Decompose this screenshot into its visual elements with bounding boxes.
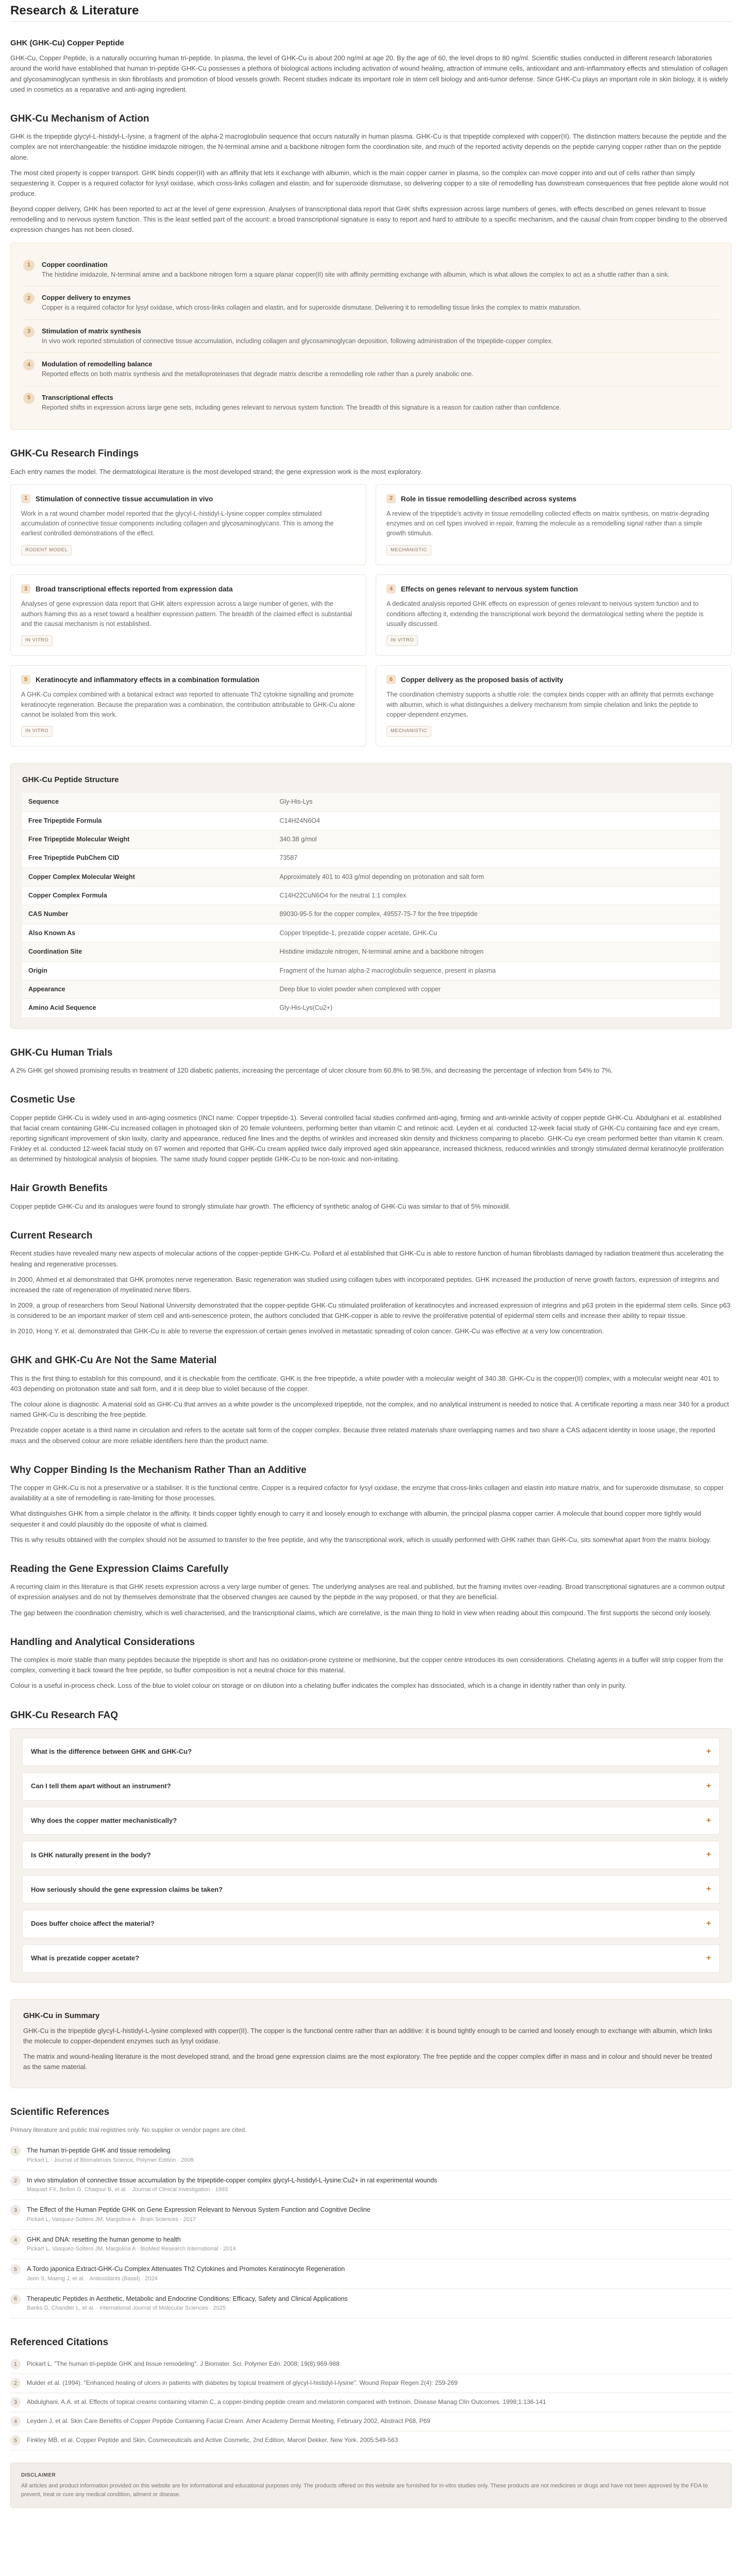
reference-number: 5	[10, 2264, 21, 2275]
handling-title: Handling and Analytical Considerations	[10, 1636, 195, 1648]
summary-paragraph: The matrix and wound-healing literature is the most developed strand, and the broad gene expression claims are the most exploratory. The free peptide and the copper complex differ in mass and in colour and should never be treated as the same material.	[23, 2053, 712, 2071]
finding-card	[10, 574, 366, 656]
citation-item	[10, 2412, 732, 2431]
finding-number-icon: 6	[386, 675, 396, 684]
structure-table	[22, 793, 720, 1018]
faq-question-text: Does buffer choice affect the material?	[31, 1920, 155, 1928]
citation-text: Leyden J. et al. Skin Care Benefits of Copper Peptide Containing Facial Cream. Amer Academy Dermat Meeting, February 2002, Abstract P68, P69	[27, 2417, 431, 2425]
mechanism-section	[10, 111, 732, 430]
reference-meta: Pickart L, Vasquez-Soltero JM, Margolina A · Brain Sciences · 2017	[27, 2216, 196, 2223]
finding-number-icon: 2	[386, 494, 396, 503]
finding-text: Work in a rat wound chamber model reported that the glycyl-L-histidyl-L-lysine:copper complex stimulated accumulation of connective tissue components including collagen and glycosaminoglycans. This is among the earliest controlled demonstrations of the effect.	[21, 510, 334, 537]
not-same-paragraph: Prezatide copper acetate is a third name in circulation and refers to the acetate salt form of the copper complex. Because three related materials share overlapping names and two share a CAS adjacent identity in loose usage, the reported mass and the observed colour are more reliable identifiers here than the product name.	[10, 1426, 715, 1445]
reference-title: Therapeutic Peptides in Aesthetic, Metabolic and Endocrine Conditions: Efficacy, Safety and Clinical Applications	[27, 2295, 348, 2302]
mechanism-item-text: Reported effects on both matrix synthesis and the metalloproteinases that degrade matrix describe a remodelling role rather than a purely anabolic one.	[42, 370, 474, 378]
reading-title: Reading the Gene Expression Claims Carefully	[10, 1563, 229, 1574]
mechanism-item	[23, 253, 719, 287]
spec-key: Amino Acid Sequence	[22, 999, 273, 1018]
binding-title: Why Copper Binding Is the Mechanism Rather Than an Additive	[10, 1464, 307, 1476]
plus-icon: +	[706, 1816, 711, 1825]
table-row	[22, 999, 720, 1018]
spec-value: C14H22CuN6O4 for the neutral 1:1 complex	[273, 887, 720, 905]
citation-item	[10, 2431, 732, 2450]
faq-question[interactable]	[22, 1807, 720, 1835]
table-row	[22, 980, 720, 998]
spec-value: 73587	[273, 849, 720, 868]
references-intro: Primary literature and public trial registries only. No supplier or vendor pages are cited.	[10, 2126, 247, 2133]
intro-section	[10, 37, 732, 95]
spec-key: Copper Complex Formula	[22, 887, 273, 905]
model-tag: IN VITRO	[21, 635, 53, 646]
finding-text: A review of the tripeptide's activity in tissue remodelling collected effects on matrix synthesis, on matrix-degrading enzymes and on cell types involved in repair, framing the molecule as a remodelling signal rather than a simple growth stimulus.	[386, 510, 710, 537]
spec-value: Histidine imidazole nitrogen, N-terminal amine and a backbone nitrogen	[273, 943, 720, 961]
spec-key: Origin	[22, 961, 273, 980]
table-row	[22, 868, 720, 886]
intro-text: GHK-Cu, Copper Peptide, is a naturally occurring human tri-peptide. In plasma, the level of GHK-Cu is about 200 ng/ml at age 20. By the age of 60, the level drops to 80 ng/ml. Scientific studies conducted in different research laboratories around the world have established that human tri-peptide GHK-Cu possesses a plethora of biological actions including activation of wound healing, attraction of immune cells, antioxidant and anti-inflammatory effects and stimulation of collagen and glycosaminoglycan synthesis in skin fibroblasts and promotion of blood vessels growth. Recent studies indicate its important role in stem cell biology and anti-tumor defense. Since GHK-Cu plays an important role in skin biology, it is widely used in cosmetics as a reparative and anti-aging ingredient.	[10, 54, 728, 93]
table-row	[22, 849, 720, 868]
spec-value: Approximately 401 to 403 g/mol depending on protonation and salt form	[273, 868, 720, 886]
reference-number: 1	[10, 2146, 21, 2156]
citation-item	[10, 2355, 732, 2374]
trials-title: GHK-Cu Human Trials	[10, 1047, 113, 1058]
handling-paragraph: The complex is more stable than many peptides because the tripeptide is short and has no oxidation-prone cysteine or methionine, but the copper centre introduces its own considerations. Chelating agents in a buffer will strip copper from the complex, converting it back toward the free peptide, so buffer composition is not a neutral choice for this material.	[10, 1656, 723, 1674]
mechanism-item-title: Transcriptional effects	[42, 393, 113, 401]
spec-value: C14H24N6O4	[273, 811, 720, 830]
step-number-badge: 2	[23, 293, 35, 304]
citation-text: Pickart L. "The human tri-peptide GHK and tissue remodeling". J Biomater. Sci. Polymer Edn. 2008; 19(8):969-988	[27, 2360, 340, 2368]
current-research-paragraph: In 2010, Hong Y. et al. demonstrated that GHK-Cu is able to reverse the expression of certain genes involved in metastatic spreading of colon cancer. GHK-Cu was effective at a very low concentration.	[10, 1327, 604, 1335]
reference-title: The human tri-peptide GHK and tissue remodeling	[27, 2147, 171, 2155]
findings-grid	[10, 484, 732, 747]
reference-number: 3	[10, 2205, 21, 2215]
finding-card	[376, 484, 732, 566]
binding-section	[10, 1463, 732, 1545]
finding-title: Stimulation of connective tissue accumulation in vivo	[36, 495, 213, 503]
mechanism-item-title: Copper delivery to enzymes	[42, 294, 131, 302]
table-row	[22, 905, 720, 924]
plus-icon: +	[706, 1850, 711, 1859]
finding-card	[10, 665, 366, 747]
spec-key: Appearance	[22, 980, 273, 998]
spec-key: Free Tripeptide PubChem CID	[22, 849, 273, 868]
spec-value: Fragment of the human alpha-2 macroglobulin sequence, present in plasma	[273, 961, 720, 980]
mechanism-item-title: Stimulation of matrix synthesis	[42, 327, 141, 335]
reading-paragraph: A recurring claim in this literature is that GHK resets expression across a very large number of genes. The underlying analyses are real and published, but the framing invites over-reading. Broad transcriptional signatures are a common output of expression analyses and do not by themselves demonstrate that the observed changes are caused by the peptide in the way proposed, or that they are beneficial.	[10, 1583, 725, 1601]
faq-question-text: What is the difference between GHK and GHK-Cu?	[31, 1748, 192, 1756]
current-research-paragraph: In 2009, a group of researchers from Seoul National University demonstrated that the copper-peptide GHK-Cu stimulated proliferation of keratinocytes and increased expression of integrins and p63 protein in the epidermal stem cells. Since p63 is considered to be an important marker of stem cell and anti-senescence protein, the authors concluded that GHK-copper is able to revive the proliferative potential of epidermal stem cells and increase their ability to repair tissue.	[10, 1301, 731, 1320]
spec-key: Sequence	[22, 793, 273, 811]
trials-text: A 2% GHK gel showed promising results in treatment of 120 diabetic patients, increasing the percentage of ulcer closure from 60.8% to 98.5%, and decreasing the percentage of infection from 54% to 7%.	[10, 1066, 613, 1075]
reference-meta: Pickart L · Journal of Biomaterials Science, Polymer Edition · 2008	[27, 2157, 194, 2163]
mechanism-item	[23, 286, 719, 320]
spec-value: Gly-His-Lys	[273, 793, 720, 811]
finding-card	[376, 665, 732, 747]
intro-title: GHK (GHK-Cu) Copper Peptide	[10, 39, 124, 47]
cosmetic-title: Cosmetic Use	[10, 1094, 75, 1106]
table-row	[22, 887, 720, 905]
citation-number: 3	[10, 2397, 21, 2408]
summary-title: GHK-Cu in Summary	[23, 2011, 100, 2020]
trials-section	[10, 1045, 732, 1076]
plus-icon: +	[706, 1781, 711, 1790]
faq-question-text: What is prezatide copper acetate?	[31, 1954, 140, 1962]
table-row	[22, 961, 720, 980]
mechanism-item-text: Copper is a required cofactor for lysyl oxidase, which cross-links collagen and elastin, and for superoxide dismutase. Delivering it to remodelling tissue links the complex to matrix maturation.	[42, 304, 582, 312]
finding-title: Role in tissue remodelling described across systems	[401, 495, 577, 503]
faq-section	[10, 1708, 732, 1982]
page-header	[10, 0, 732, 22]
step-number-badge: 1	[23, 260, 35, 271]
finding-number-icon: 1	[21, 494, 30, 503]
reference-number: 6	[10, 2294, 21, 2304]
finding-number-icon: 4	[386, 584, 396, 594]
step-number-badge: 4	[23, 359, 35, 370]
citation-number: 4	[10, 2416, 21, 2427]
not-same-paragraph: The colour alone is diagnostic. A material sold as GHK-Cu that arrives as a white powder is the uncomplexed tripeptide, not the complex, and no analytical instrument is needed to notice that. A certificate reporting a mass near 340 for a product named GHK-Cu is describing the free peptide.	[10, 1400, 729, 1419]
finding-text: A dedicated analysis reported GHK effects on expression of genes relevant to nervous system function and to conditions affecting it, extending the transcriptional work beyond the dermatological setting where the peptide is usually discussed.	[386, 600, 704, 628]
reference-item[interactable]	[10, 2230, 732, 2259]
finding-title: Effects on genes relevant to nervous system function	[401, 585, 578, 594]
citation-text: Mulder et al. (1994). "Enhanced healing of ulcers in patients with diabetes by topical treatment of glycyl-l-histidyl-l-lysine". Wound Repair Regen 2(4): 259-269	[27, 2379, 458, 2387]
spec-key: CAS Number	[22, 905, 273, 924]
reference-number: 2	[10, 2176, 21, 2186]
faq-list	[10, 1728, 732, 1982]
finding-card	[10, 484, 366, 566]
reference-meta: Banks D, Chandler L, et al. · International Journal of Molecular Sciences · 2025	[27, 2304, 226, 2311]
handling-section	[10, 1635, 732, 1691]
faq-question-text: Why does the copper matter mechanistically?	[31, 1816, 177, 1824]
faq-question-text: Can I tell them apart without an instrument?	[31, 1782, 171, 1790]
reference-title: In vivo stimulation of connective tissue accumulation by the tripeptide-copper complex glycyl-L-histidyl-L-lysine:Cu2+ in rat experimental wounds	[27, 2176, 437, 2184]
binding-paragraph: What distinguishes GHK from a simple chelator is the affinity. It binds copper tightly enough to carry it and loosely enough to exchange with albumin, the principal plasma copper carrier. A molecule that bound copper more tightly would sequester it and could plausibly do the opposite of what is claimed.	[10, 1510, 701, 1528]
citations-title: Referenced Citations	[10, 2336, 109, 2348]
reference-item[interactable]	[10, 2141, 732, 2170]
summary-paragraph: GHK-Cu is the tripeptide glycyl-L-histidyl-L-lysine complexed with copper(II). The copper is the functional centre rather than an additive: it is bound tightly enough to be carried and loosely enough to exchange with albumin, which links the molecule to copper-dependent enzymes such as lysyl oxidase.	[23, 2026, 713, 2045]
current-research-section	[10, 1228, 732, 1336]
reference-title: The Effect of the Human Peptide GHK on Gene Expression Relevant to Nervous System Function and Cognitive Decline	[27, 2206, 370, 2214]
reference-item[interactable]	[10, 2200, 732, 2229]
reference-title: A Tordo japonica Extract-GHK-Cu Complex Attenuates Th2 Cytokines and Promotes Keratinocyte Regeneration	[27, 2265, 345, 2273]
mechanism-item-title: Modulation of remodelling balance	[42, 360, 153, 368]
citation-number: 5	[10, 2435, 21, 2446]
citations-section	[10, 2335, 732, 2508]
mechanism-item-title: Copper coordination	[42, 260, 108, 268]
spec-value: 340.38 g/mol	[273, 830, 720, 849]
plus-icon: +	[706, 1919, 711, 1928]
mechanism-paragraph: GHK is the tripeptide glycyl-L-histidyl-L-lysine, a fragment of the alpha-2 macroglobulin sequence that occurs naturally in human plasma. GHK-Cu is that tripeptide complexed with copper(II). The distinction matters because the peptide and the complex are not interchangeable: the histidine imidazole nitrogen, the N-terminal amine and a backbone nitrogen form the coordination site, and much of the reported activity depends on the peptide carrying copper rather than on the peptide alone.	[10, 132, 727, 161]
spec-value: 89030-95-5 for the copper complex, 49557-75-7 for the free tripeptide	[273, 905, 720, 924]
citation-number: 2	[10, 2378, 21, 2388]
finding-card	[376, 574, 732, 656]
model-tag: IN VITRO	[21, 726, 53, 737]
references-title: Scientific References	[10, 2107, 110, 2118]
current-research-paragraph: Recent studies have revealed many new aspects of molecular actions of the copper-peptide GHK-Cu. Pollard et al established that GHK-Cu is able to restore function of human fibroblasts damaged by radiation treatment thus accelerating the healing and regenerative processes.	[10, 1249, 724, 1268]
step-number-badge: 3	[23, 326, 35, 337]
model-tag: MECHANISTIC	[386, 726, 431, 737]
faq-question[interactable]	[22, 1910, 720, 1938]
table-row	[22, 811, 720, 830]
not-same-title: GHK and GHK-Cu Are Not the Same Material	[10, 1355, 217, 1366]
spec-key: Free Tripeptide Formula	[22, 811, 273, 830]
mechanism-item-text: In vivo work reported stimulation of connective tissue accumulation, including collagen and glycosaminoglycan deposition, following administration of the tripeptide-copper complex.	[42, 337, 553, 345]
reference-item[interactable]	[10, 2171, 732, 2200]
hair-section	[10, 1181, 732, 1212]
finding-number-icon: 3	[21, 584, 30, 594]
citation-item	[10, 2393, 732, 2412]
hair-title: Hair Growth Benefits	[10, 1183, 108, 1194]
summary-section	[10, 1999, 732, 2089]
findings-section	[10, 446, 732, 747]
reference-meta: Pickart L, Vasquez-Soltero JM, Margolina A · BioMed Research International · 2014	[27, 2246, 236, 2252]
not-same-section	[10, 1353, 732, 1446]
hair-text: Copper peptide GHK-Cu and its analogues were found to strongly stimulate hair growth. The efficiency of synthetic analog of GHK-Cu was similar to that of 5% minoxidil.	[10, 1202, 511, 1210]
mechanism-item	[23, 353, 719, 386]
faq-question-text: Is GHK naturally present in the body?	[31, 1851, 151, 1859]
reference-number: 4	[10, 2235, 21, 2245]
mechanism-item	[23, 320, 719, 353]
disclaimer-text: All articles and product information provided on this website are for informational and educational purposes only. The products offered on this website are furnished for in-vitro studies only. These products are not medicines or drugs and have not been approved by the FDA to prevent, treat or cure any medical condition, ailment or disease.	[21, 2482, 708, 2498]
citation-number: 1	[10, 2359, 21, 2369]
finding-text: Analyses of gene expression data report that GHK alters expression across a large number of genes, with the authors framing this as a reset toward a healthier expression pattern. The breadth of the claimed effect is substantial and the causal mechanism is not established.	[21, 600, 352, 628]
reference-item[interactable]	[10, 2289, 732, 2318]
spec-key: Copper Complex Molecular Weight	[22, 868, 273, 886]
faq-title: GHK-Cu Research FAQ	[10, 1709, 119, 1721]
spec-key: Also Known As	[22, 924, 273, 942]
plus-icon: +	[706, 1953, 711, 1962]
binding-paragraph: This is why results obtained with the complex should not be assumed to transfer to the free peptide, and why the transcriptional work, which is usually performed with GHK rather than GHK-Cu, sits somewhat apart from the matrix biology.	[10, 1535, 712, 1544]
spec-value: Deep blue to violet powder when complexed with copper	[273, 980, 720, 998]
reference-meta: Jeon S, Maeng J, et al. · Antioxidants (Basel) · 2024	[27, 2275, 158, 2282]
citation-text: Finkley MB, et al. Copper Peptide and Skin. Cosmeceuticals and Active Cosmetic, 2nd Edition, Marcel Dekker, New York. 2005:549-563	[27, 2436, 398, 2444]
mechanism-item-text: The histidine imidazole, N-terminal amine and a backbone nitrogen form a square planar copper(II) site with affinity permitting exchange with albumin, which is what allows the complex to act as a shuttle rather than a sink.	[42, 270, 670, 278]
table-row	[22, 924, 720, 942]
model-tag: MECHANISTIC	[386, 545, 431, 556]
findings-title: GHK-Cu Research Findings	[10, 448, 139, 460]
disclaimer-box	[10, 2463, 732, 2508]
model-tag: RODENT MODEL	[21, 545, 72, 556]
spec-key: Free Tripeptide Molecular Weight	[22, 830, 273, 849]
table-row	[22, 943, 720, 961]
spec-key: Coordination Site	[22, 943, 273, 961]
finding-number-icon: 5	[21, 675, 30, 684]
reference-item[interactable]	[10, 2259, 732, 2289]
plus-icon: +	[706, 1747, 711, 1756]
reading-paragraph: The gap between the coordination chemistry, which is well characterised, and the transcriptional claims, which are correlative, is the main thing to hold in view when reading about this compound. The first supports the second only loosely.	[10, 1608, 712, 1617]
references-section	[10, 2105, 732, 2318]
finding-title: Broad transcriptional effects reported from expression data	[36, 585, 233, 594]
structure-title: GHK-Cu Peptide Structure	[22, 775, 119, 784]
findings-intro: Each entry names the model. The dermatological literature is the most developed strand; the gene expression work is the most exploratory.	[10, 467, 423, 476]
page-title: Research & Literature	[10, 3, 139, 18]
cosmetic-section	[10, 1092, 732, 1164]
finding-title: Copper delivery as the proposed basis of activity	[401, 676, 564, 684]
mechanism-paragraph: Beyond copper delivery, GHK has been reported to act at the level of gene expression. Analyses of transcriptional data report that GHK shifts expression across large numbers of genes, with effects described on genes relevant to tissue remodelling and to nervous system function. This is the least settled part of the account: a broad transcriptional signature is easy to report and hard to attribute to a specific mechanism, and the causal chain from copper binding to the observed expression changes has not been closed.	[10, 205, 727, 234]
reference-meta: Maquart FX, Bellon G, Chaqour B, et al. · Journal of Clinical Investigation · 1993	[27, 2187, 228, 2193]
citation-text: Abdulghani, A.A. et al. Effects of topical creams containing vitamin C, a copper-binding peptide cream and melatonin compared with tretinoin. Disease Manag Clin Outcomes. 1998;1:136-141	[27, 2398, 546, 2406]
cosmetic-text: Copper peptide GHK-Cu is widely used in anti-aging cosmetics (INCI name: Copper tripeptide-1). Several controlled facial studies confirmed anti-aging, firming and anti-wrinkle activity of copper peptide GHK-Cu. Abdulghani et al. established that facial cream containing GHK-Cu increased collagen in photoaged skin of 20 female volunteers, performing better than vitamin C and retinoic acid. Leyden et al. conducted 12-week facial study of GHK-Cu containing face and eye cream, reporting significant improvement of skin laxity, clarity and appearance, reduced fine lines and the depths of wrinkles and increased skin density and thickness comparing to placebo. GHK-Cu eye cream performed better than vitamin K cream. Finkley et al. conducted 12-week facial study on 67 women and reported that GHK-Cu cream applied twice daily improved aged skin appearance, increased thickness, reduced wrinkles and strongly stimulated dermal keratinocyte proliferation as determined by histological analysis of biopsies. The same study found copper peptide GHK-Cu to be non-toxic and non-irritating.	[10, 1113, 724, 1163]
finding-text: A GHK-Cu complex combined with a botanical extract was reported to attenuate Th2 cytokine signalling and promote keratinocyte regeneration. Because the preparation was a combination, the contribution attributable to GHK-Cu alone cannot be isolated from this work.	[21, 691, 355, 718]
disclaimer-title: DISCLAIMER	[21, 2472, 56, 2479]
spec-value: Gly-His-Lys(Cu2+)	[273, 999, 720, 1018]
mechanism-callout	[10, 243, 732, 430]
current-research-paragraph: In 2000, Ahmed et al demonstrated that GHK promotes nerve regeneration. Basic regeneration was studied using collagen tubes with incorporated peptides. GHK increased the production of nerve growth factors, expression of integrins and increased the rate of regeneration of myelinated nerve fibers.	[10, 1275, 719, 1294]
plus-icon: +	[706, 1885, 711, 1894]
reference-title: GHK and DNA: resetting the human genome to health	[27, 2235, 181, 2243]
model-tag: IN VITRO	[386, 635, 418, 646]
mechanism-paragraph: The most cited property is copper transport. GHK binds copper(II) with an affinity that lets it exchange with albumin, which is the main copper carrier in plasma, so the complex can move copper into and out of cells rather than simply sequestering it. Copper is a required cofactor for lysyl oxidase, which cross-links collagen and elastin, and for superoxide dismutase, so delivering copper to a site of remodelling has downstream consequences that free peptide alone would not produce.	[10, 168, 729, 197]
structure-section	[10, 763, 732, 1029]
finding-text: The coordination chemistry supports a shuttle role: the complex binds copper with an affinity that permits exchange with albumin, which is what distinguishes a delivery mechanism from simple chelation and links the peptide to copper-dependent enzymes.	[386, 691, 714, 718]
faq-question-text: How seriously should the gene expression claims be taken?	[31, 1885, 223, 1893]
spec-value: Copper tripeptide-1, prezatide copper acetate, GHK-Cu	[273, 924, 720, 942]
faq-question[interactable]	[22, 1944, 720, 1973]
table-row	[22, 830, 720, 849]
not-same-paragraph: This is the first thing to establish for this compound, and it is checkable from the certificate. GHK is the free tripeptide, a white powder with a molecular weight of 340.38. GHK-Cu is the copper(II) complex, with a molecular weight near 401 to 403 depending on protonation state and salt form, and it is deep blue to violet because of the copper.	[10, 1374, 719, 1393]
faq-question[interactable]	[22, 1841, 720, 1869]
citation-item	[10, 2374, 732, 2393]
faq-question[interactable]	[22, 1875, 720, 1904]
faq-question[interactable]	[22, 1738, 720, 1766]
reading-section	[10, 1562, 732, 1618]
mechanism-item	[23, 386, 719, 419]
binding-paragraph: The copper in GHK-Cu is not a preservative or a stabiliser. It is the functional centre. Copper is a required cofactor for lysyl oxidase, the enzyme that cross-links collagen and elastin into mature matrix, and for superoxide dismutase, so copper availability at a site of remodelling is rate-limiting for those processes.	[10, 1484, 724, 1502]
mechanism-title: GHK-Cu Mechanism of Action	[10, 113, 149, 124]
current-research-title: Current Research	[10, 1230, 93, 1242]
mechanism-item-text: Reported shifts in expression across large gene sets, including genes relevant to nervous system function. The breadth of this signature is a reason for caution rather than confidence.	[42, 403, 561, 411]
step-number-badge: 5	[23, 393, 35, 404]
handling-paragraph: Colour is a useful in-process check. Loss of the blue to violet colour on storage or on dilution into a chelating buffer indicates the complex has dissociated, which is a change in identity rather than only in purity.	[10, 1682, 627, 1690]
faq-question[interactable]	[22, 1772, 720, 1801]
finding-title: Keratinocyte and inflammatory effects in a combination formulation	[36, 676, 260, 684]
table-row	[22, 793, 720, 811]
